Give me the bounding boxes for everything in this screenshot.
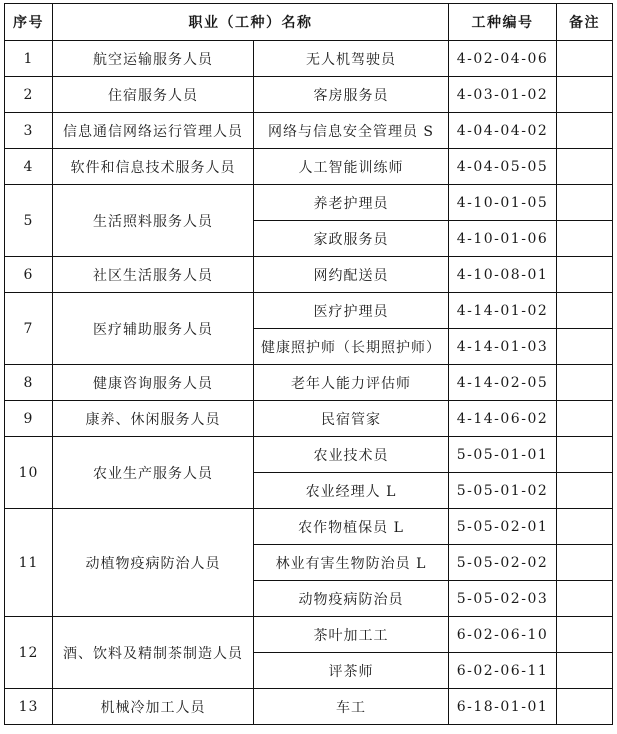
category-cell: 机械冷加工人员 bbox=[53, 689, 254, 725]
note-cell bbox=[557, 41, 613, 77]
note-cell bbox=[557, 293, 613, 329]
code-cell: 5-05-02-03 bbox=[449, 581, 557, 617]
occupation-table bbox=[4, 3, 613, 725]
job-cell: 网约配送员 bbox=[254, 257, 449, 293]
job-cell: 农业技术员 bbox=[254, 437, 449, 473]
job-cell: 农业经理人 L bbox=[254, 473, 449, 509]
seq-cell: 11 bbox=[5, 509, 53, 617]
note-cell bbox=[557, 221, 613, 257]
category-cell: 健康咨询服务人员 bbox=[53, 365, 254, 401]
note-cell bbox=[557, 689, 613, 725]
seq-cell: 12 bbox=[5, 617, 53, 689]
seq-cell: 13 bbox=[5, 689, 53, 725]
note-cell bbox=[557, 437, 613, 473]
header-notes: 备注 bbox=[557, 4, 613, 41]
note-cell bbox=[557, 185, 613, 221]
seq-cell: 2 bbox=[5, 77, 53, 113]
header-row bbox=[5, 4, 613, 41]
note-cell bbox=[557, 617, 613, 653]
table-row bbox=[5, 257, 613, 293]
table-row bbox=[5, 509, 613, 545]
seq-cell: 3 bbox=[5, 113, 53, 149]
job-cell: 农作物植保员 L bbox=[254, 509, 449, 545]
category-cell: 医疗辅助服务人员 bbox=[53, 293, 254, 365]
note-cell bbox=[557, 545, 613, 581]
header-occupation: 职业（工种）名称 bbox=[53, 4, 449, 41]
code-cell: 4-04-04-02 bbox=[449, 113, 557, 149]
code-cell: 4-14-01-02 bbox=[449, 293, 557, 329]
job-cell: 客房服务员 bbox=[254, 77, 449, 113]
seq-cell: 10 bbox=[5, 437, 53, 509]
code-cell: 4-14-06-02 bbox=[449, 401, 557, 437]
category-cell: 软件和信息技术服务人员 bbox=[53, 149, 254, 185]
code-cell: 4-03-01-02 bbox=[449, 77, 557, 113]
job-cell: 养老护理员 bbox=[254, 185, 449, 221]
code-cell: 4-14-02-05 bbox=[449, 365, 557, 401]
note-cell bbox=[557, 329, 613, 365]
note-cell bbox=[557, 149, 613, 185]
job-cell: 茶叶加工工 bbox=[254, 617, 449, 653]
category-cell: 农业生产服务人员 bbox=[53, 437, 254, 509]
category-cell: 动植物疫病防治人员 bbox=[53, 509, 254, 617]
seq-cell: 8 bbox=[5, 365, 53, 401]
note-cell bbox=[557, 401, 613, 437]
job-cell: 民宿管家 bbox=[254, 401, 449, 437]
category-cell: 信息通信网络运行管理人员 bbox=[53, 113, 254, 149]
table-row bbox=[5, 437, 613, 473]
seq-cell: 6 bbox=[5, 257, 53, 293]
seq-cell: 9 bbox=[5, 401, 53, 437]
code-cell: 6-18-01-01 bbox=[449, 689, 557, 725]
job-cell: 老年人能力评估师 bbox=[254, 365, 449, 401]
job-cell: 网络与信息安全管理员 S bbox=[254, 113, 449, 149]
code-cell: 4-10-08-01 bbox=[449, 257, 557, 293]
note-cell bbox=[557, 509, 613, 545]
seq-cell: 7 bbox=[5, 293, 53, 365]
table-row bbox=[5, 41, 613, 77]
table-row bbox=[5, 185, 613, 221]
table-body bbox=[5, 41, 613, 725]
job-cell: 评茶师 bbox=[254, 653, 449, 689]
category-cell: 康养、休闲服务人员 bbox=[53, 401, 254, 437]
code-cell: 6-02-06-11 bbox=[449, 653, 557, 689]
table-row bbox=[5, 113, 613, 149]
header-seq: 序号 bbox=[5, 4, 53, 41]
table-row bbox=[5, 149, 613, 185]
code-cell: 5-05-02-01 bbox=[449, 509, 557, 545]
job-cell: 健康照护师（长期照护师） bbox=[254, 329, 449, 365]
note-cell bbox=[557, 581, 613, 617]
table-row bbox=[5, 617, 613, 653]
code-cell: 6-02-06-10 bbox=[449, 617, 557, 653]
job-cell: 动物疫病防治员 bbox=[254, 581, 449, 617]
code-cell: 5-05-01-02 bbox=[449, 473, 557, 509]
job-cell: 家政服务员 bbox=[254, 221, 449, 257]
code-cell: 5-05-02-02 bbox=[449, 545, 557, 581]
seq-cell: 4 bbox=[5, 149, 53, 185]
table-row bbox=[5, 365, 613, 401]
note-cell bbox=[557, 365, 613, 401]
category-cell: 社区生活服务人员 bbox=[53, 257, 254, 293]
code-cell: 4-10-01-06 bbox=[449, 221, 557, 257]
header-code: 工种编号 bbox=[449, 4, 557, 41]
category-cell: 生活照料服务人员 bbox=[53, 185, 254, 257]
seq-cell: 5 bbox=[5, 185, 53, 257]
code-cell: 4-04-05-05 bbox=[449, 149, 557, 185]
seq-cell: 1 bbox=[5, 41, 53, 77]
table-row bbox=[5, 689, 613, 725]
code-cell: 4-02-04-06 bbox=[449, 41, 557, 77]
note-cell bbox=[557, 653, 613, 689]
category-cell: 酒、饮料及精制茶制造人员 bbox=[53, 617, 254, 689]
table-row bbox=[5, 293, 613, 329]
note-cell bbox=[557, 257, 613, 293]
note-cell bbox=[557, 113, 613, 149]
code-cell: 5-05-01-01 bbox=[449, 437, 557, 473]
code-cell: 4-10-01-05 bbox=[449, 185, 557, 221]
job-cell: 人工智能训练师 bbox=[254, 149, 449, 185]
job-cell: 林业有害生物防治员 L bbox=[254, 545, 449, 581]
code-cell: 4-14-01-03 bbox=[449, 329, 557, 365]
job-cell: 医疗护理员 bbox=[254, 293, 449, 329]
note-cell bbox=[557, 473, 613, 509]
category-cell: 住宿服务人员 bbox=[53, 77, 254, 113]
job-cell: 无人机驾驶员 bbox=[254, 41, 449, 77]
category-cell: 航空运输服务人员 bbox=[53, 41, 254, 77]
table-row bbox=[5, 401, 613, 437]
note-cell bbox=[557, 77, 613, 113]
job-cell: 车工 bbox=[254, 689, 449, 725]
table-row bbox=[5, 77, 613, 113]
